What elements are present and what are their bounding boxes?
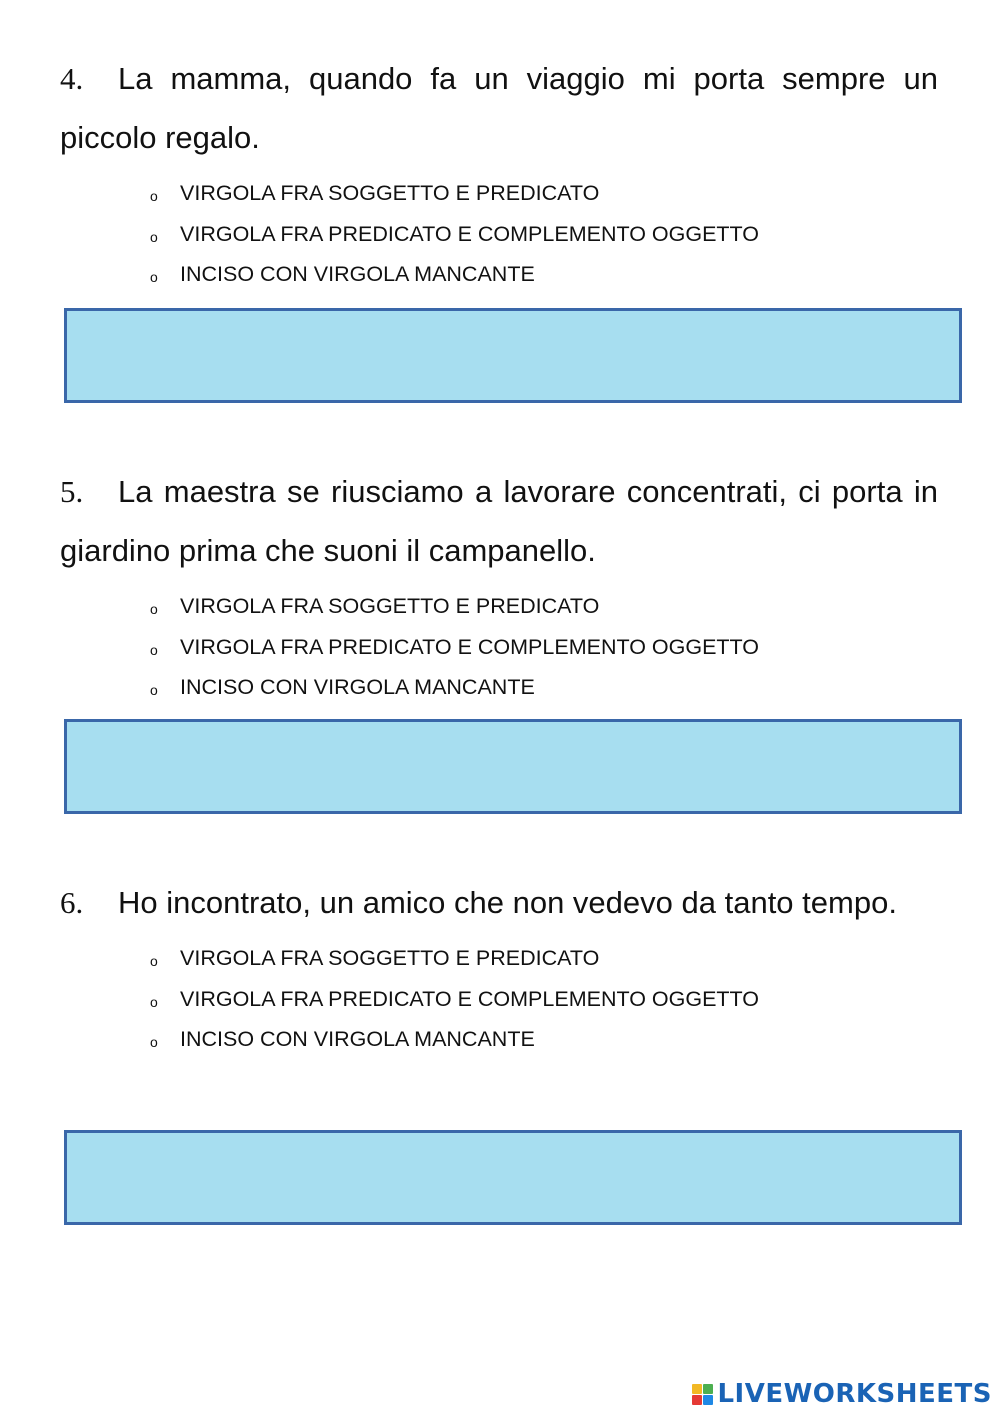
option-item[interactable] xyxy=(150,627,938,668)
logo-square xyxy=(692,1395,702,1405)
option-label: VIRGOLA FRA PREDICATO E COMPLEMENTO OGGETTO xyxy=(180,986,760,1011)
question-text: Ho incontrato, un amico che non vedevo da tanto tempo. xyxy=(118,885,897,920)
option-item[interactable] xyxy=(150,1019,938,1060)
bullet-icon: o xyxy=(150,188,158,204)
option-item[interactable] xyxy=(150,938,938,979)
bullet-icon: o xyxy=(150,1034,158,1050)
option-label: VIRGOLA FRA PREDICATO E COMPLEMENTO OGGETTO xyxy=(180,221,760,246)
logo-text: LIVEWORKSHEETS xyxy=(717,1379,992,1409)
bullet-icon: o xyxy=(150,228,158,245)
option-item[interactable] xyxy=(150,173,938,214)
option-label: INCISO CON VIRGOLA MANCANTE xyxy=(180,262,535,286)
answer-box-6[interactable] xyxy=(64,1130,962,1225)
option-item[interactable] xyxy=(150,214,938,255)
bullet-icon: o xyxy=(150,601,158,617)
option-item[interactable] xyxy=(150,586,938,627)
option-label: INCISO CON VIRGOLA MANCANTE xyxy=(180,1027,535,1051)
question-number: 6. xyxy=(60,885,84,920)
options-list xyxy=(60,173,938,295)
question-4 xyxy=(60,49,938,295)
question-text: La mamma, quando fa un viaggio mi porta sempre un piccolo regalo. xyxy=(60,61,938,155)
option-label: INCISO CON VIRGOLA MANCANTE xyxy=(180,675,535,699)
liveworksheets-logo xyxy=(692,1377,992,1411)
bullet-icon: o xyxy=(150,993,158,1010)
option-item[interactable] xyxy=(150,979,938,1020)
question-6 xyxy=(60,873,938,1060)
option-label: VIRGOLA FRA SOGGETTO E PREDICATO xyxy=(180,594,600,618)
question-6-text-line xyxy=(60,873,938,932)
bullet-icon: o xyxy=(150,641,158,658)
logo-square xyxy=(703,1395,713,1405)
option-label: VIRGOLA FRA PREDICATO E COMPLEMENTO OGGETTO xyxy=(180,634,760,659)
bullet-icon: o xyxy=(150,953,158,969)
options-list xyxy=(60,586,938,708)
option-item[interactable] xyxy=(150,667,938,708)
answer-box-5[interactable] xyxy=(64,719,962,814)
option-label: VIRGOLA FRA SOGGETTO E PREDICATO xyxy=(180,181,600,205)
option-label: VIRGOLA FRA SOGGETTO E PREDICATO xyxy=(180,946,600,970)
question-text: La maestra se riusciamo a lavorare concentrati, ci porta in giardino prima che suoni il campanello. xyxy=(60,474,938,568)
question-5 xyxy=(60,462,938,708)
answer-box-4[interactable] xyxy=(64,308,962,403)
logo-square xyxy=(703,1384,713,1394)
question-4-text-line xyxy=(60,49,938,167)
options-list xyxy=(60,938,938,1060)
bullet-icon: o xyxy=(150,682,158,698)
bullet-icon: o xyxy=(150,269,158,285)
question-5-text-line xyxy=(60,462,938,580)
liveworksheets-logo-icon xyxy=(692,1384,713,1405)
logo-square xyxy=(692,1384,702,1394)
option-item[interactable] xyxy=(150,254,938,295)
question-number: 5. xyxy=(60,474,84,509)
question-number: 4. xyxy=(60,61,84,96)
